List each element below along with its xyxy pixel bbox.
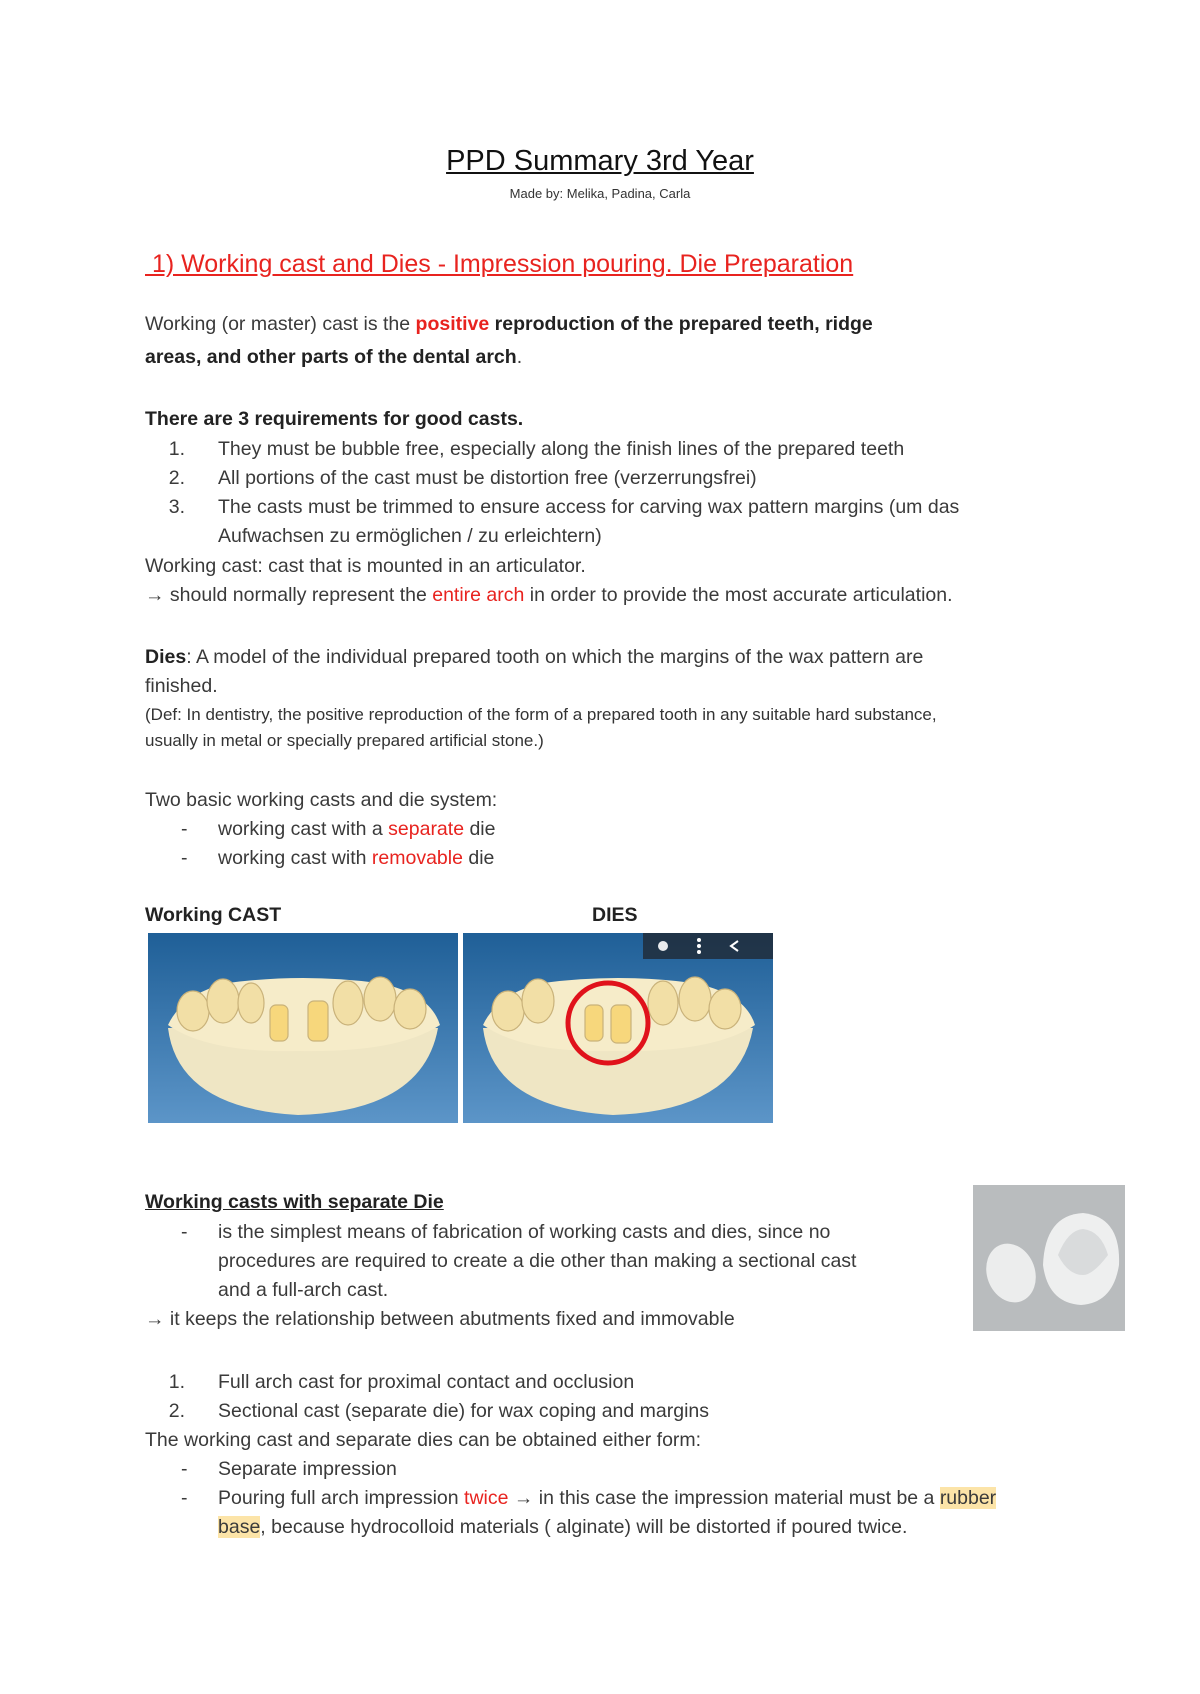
rubber-highlight: rubber xyxy=(939,1487,997,1509)
dash-bullet: - xyxy=(181,1487,188,1509)
list-item xyxy=(145,1455,1045,1484)
separate-die-heading: Working casts with separate Die xyxy=(145,1191,444,1213)
list-text: and a full-arch cast. xyxy=(218,1279,389,1301)
twice-keyword: twice xyxy=(464,1487,509,1509)
pouring-text-3: , because hydrocolloid materials ( alginate) will be distorted if poured twice. xyxy=(260,1516,908,1538)
removable-keyword: removable xyxy=(371,847,463,869)
intro-text: Working (or master) cast is the xyxy=(145,313,416,335)
system-text-end: die xyxy=(462,847,495,869)
system-text: working cast with xyxy=(218,847,372,869)
entire-arch-keyword: entire arch xyxy=(432,584,525,606)
list-text: Separate impression xyxy=(218,1458,397,1480)
requirements-heading: There are 3 requirements for good casts. xyxy=(145,408,524,430)
list-text: The casts must be trimmed to ensure access for carving wax pattern margins (um das xyxy=(218,496,960,518)
dies-text: : A model of the individual prepared tooth on which the margins of the wax pattern are xyxy=(186,646,924,668)
list-item xyxy=(145,815,1045,844)
list-number: 1. xyxy=(168,438,185,460)
list-item xyxy=(145,1484,1125,1544)
working-cast-definition: Working cast: cast that is mounted in an articulator. xyxy=(145,555,586,577)
arch-text-2: in order to provide the most accurate articulation. xyxy=(524,584,953,606)
list-number: 3. xyxy=(168,496,185,518)
list-item xyxy=(145,1218,945,1305)
working-cast-photo xyxy=(148,933,458,1123)
pouring-text: Pouring full arch impression xyxy=(218,1487,465,1509)
dies-photo xyxy=(463,933,773,1123)
page-title: PPD Summary 3rd Year xyxy=(446,145,754,177)
requirements-list xyxy=(145,435,1145,555)
intro-line-2 xyxy=(145,343,1105,372)
dash-bullet: - xyxy=(181,1458,188,1480)
separate-keyword: separate xyxy=(388,818,465,840)
either-form-line: The working cast and separate dies can be obtained either form: xyxy=(145,1429,702,1451)
list-number: 2. xyxy=(168,467,185,489)
list-item xyxy=(145,844,1045,873)
system-text-end: die xyxy=(464,818,496,840)
working-cast-label: Working CAST xyxy=(145,904,282,926)
dies-definition-2: usually in metal or specially prepared artificial stone.) xyxy=(145,731,544,750)
list-text: Sectional cast (separate die) for wax coping and margins xyxy=(218,1400,710,1422)
dies-line-2: finished. xyxy=(145,675,218,697)
dies-line-1 xyxy=(145,643,1145,672)
arch-text: → should normally represent the xyxy=(145,584,433,606)
systems-intro: Two basic working casts and die system: xyxy=(145,789,498,811)
pouring-text-2: → in this case the impression material must be a xyxy=(508,1487,940,1509)
intro-bold-2: areas, and other parts of the dental arch xyxy=(145,346,517,368)
dies-label: Dies xyxy=(145,646,187,668)
list-text xyxy=(218,844,494,873)
dash-bullet: - xyxy=(181,1221,188,1243)
list-text: procedures are required to create a die other than making a sectional cast xyxy=(218,1250,857,1272)
abutments-line: → it keeps the relationship between abutments fixed and immovable xyxy=(145,1308,735,1330)
list-number: 2. xyxy=(168,1400,185,1422)
list-text: Aufwachsen zu ermöglichen / zu erleichtern) xyxy=(218,525,602,547)
steps-list xyxy=(145,1368,1045,1428)
dash-bullet: - xyxy=(181,818,188,840)
list-text: All portions of the cast must be distortion free (verzerrungsfrei) xyxy=(218,467,757,489)
intro-line-1 xyxy=(145,310,1105,339)
list-number: 1. xyxy=(168,1371,185,1393)
positive-keyword: positive xyxy=(415,313,490,335)
list-text: They must be bubble free, especially along the finish lines of the prepared teeth xyxy=(218,438,905,460)
dies-figure-label: DIES xyxy=(592,904,638,926)
intro-period: . xyxy=(516,346,523,368)
system-text: working cast with a xyxy=(218,818,389,840)
list-text: is the simplest means of fabrication of working casts and dies, since no xyxy=(218,1221,831,1243)
arch-line xyxy=(145,581,1145,610)
base-highlight: base xyxy=(218,1516,261,1538)
dies-definition-1: (Def: In dentistry, the positive reproduction of the form of a prepared tooth in any suitable hard substance, xyxy=(145,705,937,724)
list-text-continuation xyxy=(218,1513,907,1542)
intro-bold: reproduction of the prepared teeth, ridge xyxy=(489,313,873,335)
list-text: Full arch cast for proximal contact and occlusion xyxy=(218,1371,635,1393)
sectional-cast-photo xyxy=(973,1185,1125,1331)
section-heading: 1) Working cast and Dies - Impression pouring. Die Preparation xyxy=(145,250,854,278)
authors-line: Made by: Melika, Padina, Carla xyxy=(509,186,691,201)
list-text xyxy=(218,1484,996,1513)
list-text xyxy=(218,815,496,844)
dash-bullet: - xyxy=(181,847,188,869)
